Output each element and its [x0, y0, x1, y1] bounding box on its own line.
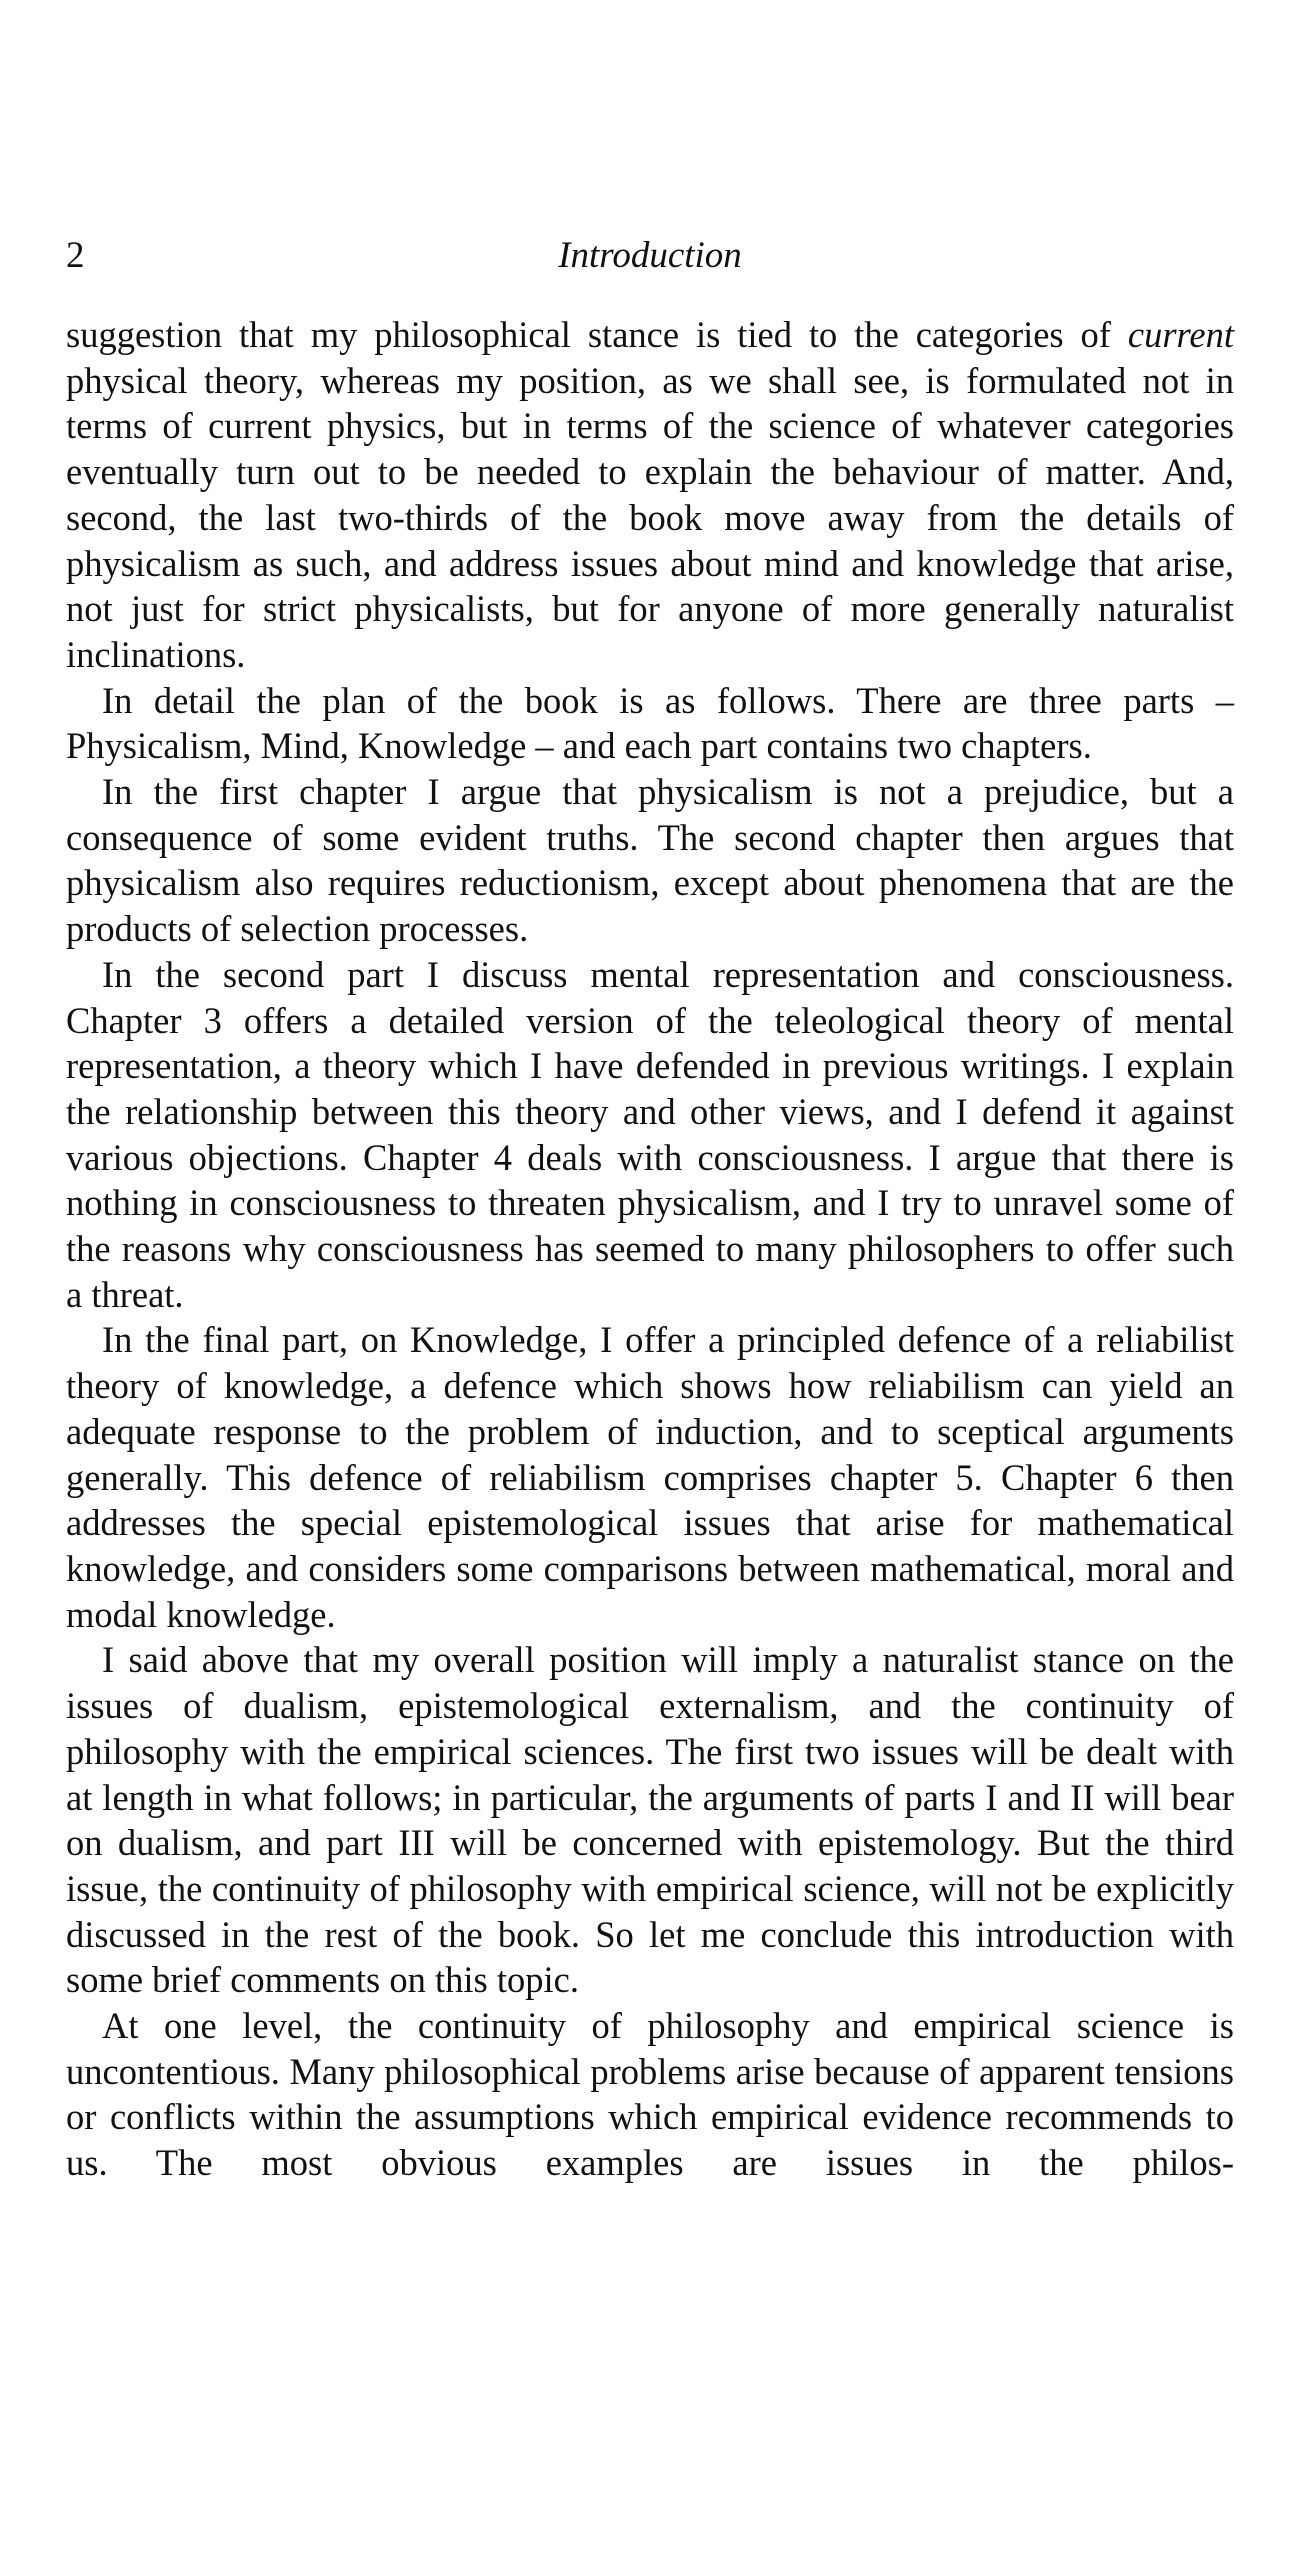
paragraph-continuation [66, 312, 1234, 678]
paragraph-part-three: In the final part, on Knowledge, I offer a principled defence of a reliabilist theory of knowledge, a defence which shows how reliabilism can yield an adequate response to the problem of induction, and to sceptical arguments generally. This defence of reliabilism comprises chapter 5. Chapter 6 then addresses the special epistemological issues that arise for mathematical knowledge, and considers some comparisons between mathematical, moral and modal knowledge. [66, 1319, 1234, 1635]
paragraph-text: physical theory, whereas my position, as we shall see, is formulated not in terms of current physics, but in terms of the science of whatever categories eventually turn out to be needed to explain the behaviour of matter. And, second, the last two-thirds of the book move away from the details of physicalism as such, and address issues about mind and knowledge that arise, not just for strict physicalists, but for anyone of more generally naturalist inclinations. [66, 359, 1234, 675]
paragraph-text: suggestion that my philosophical stance is tied to the categories of [66, 314, 1128, 355]
paragraph-part-one: In the first chapter I argue that physicalism is not a prejudice, but a consequence of some evident truths. The second chapter then argues that physicalism also requires reductionism, except about phenomena that are the products of selection processes. [66, 771, 1234, 950]
running-head-title: Introduction [558, 235, 742, 276]
page-number: 2 [66, 235, 85, 276]
paragraph-part-two: In the second part I discuss mental representation and consciousness. Chapter 3 offers a detailed version of the teleological theory of mental representation, a theory which I have defended in previous writings. I explain the relationship between this theory and other views, and I defend it against various objections. Chapter 4 deals with consciousness. I argue that there is nothing in consciousness to threaten physicalism, and I try to unravel some of the reasons why consciousness has seemed to many philosophers to offer such a threat. [66, 953, 1234, 1315]
emphasis-current: current [1127, 314, 1234, 355]
running-head [66, 228, 1234, 284]
paragraph-continuity: At one level, the continuity of philosophy and empirical science is uncontentious. Many philosophical problems arise because of apparent tensions or conflicts within the assumptions which empirical evidence recommends to us. The most obvious examples are issues in the philos- [66, 2005, 1234, 2184]
body-text [66, 312, 1234, 2186]
paragraph-plan: In detail the plan of the book is as follows. There are three parts – Physicalism, Mind, Knowledge – and each part contains two chapters. [66, 679, 1234, 767]
paragraph-naturalist-stance: I said above that my overall position will imply a naturalist stance on the issues of dualism, epistemological externalism, and the continuity of philosophy with the empirical sciences. The first two issues will be dealt with at length in what follows; in particular, the arguments of parts I and II will bear on dualism, and part III will be concerned with epistemology. But the third issue, the continuity of philosophy with empirical science, will not be explicitly discussed in the rest of the book. So let me conclude this introduction with some brief comments on this topic. [66, 1639, 1234, 2001]
